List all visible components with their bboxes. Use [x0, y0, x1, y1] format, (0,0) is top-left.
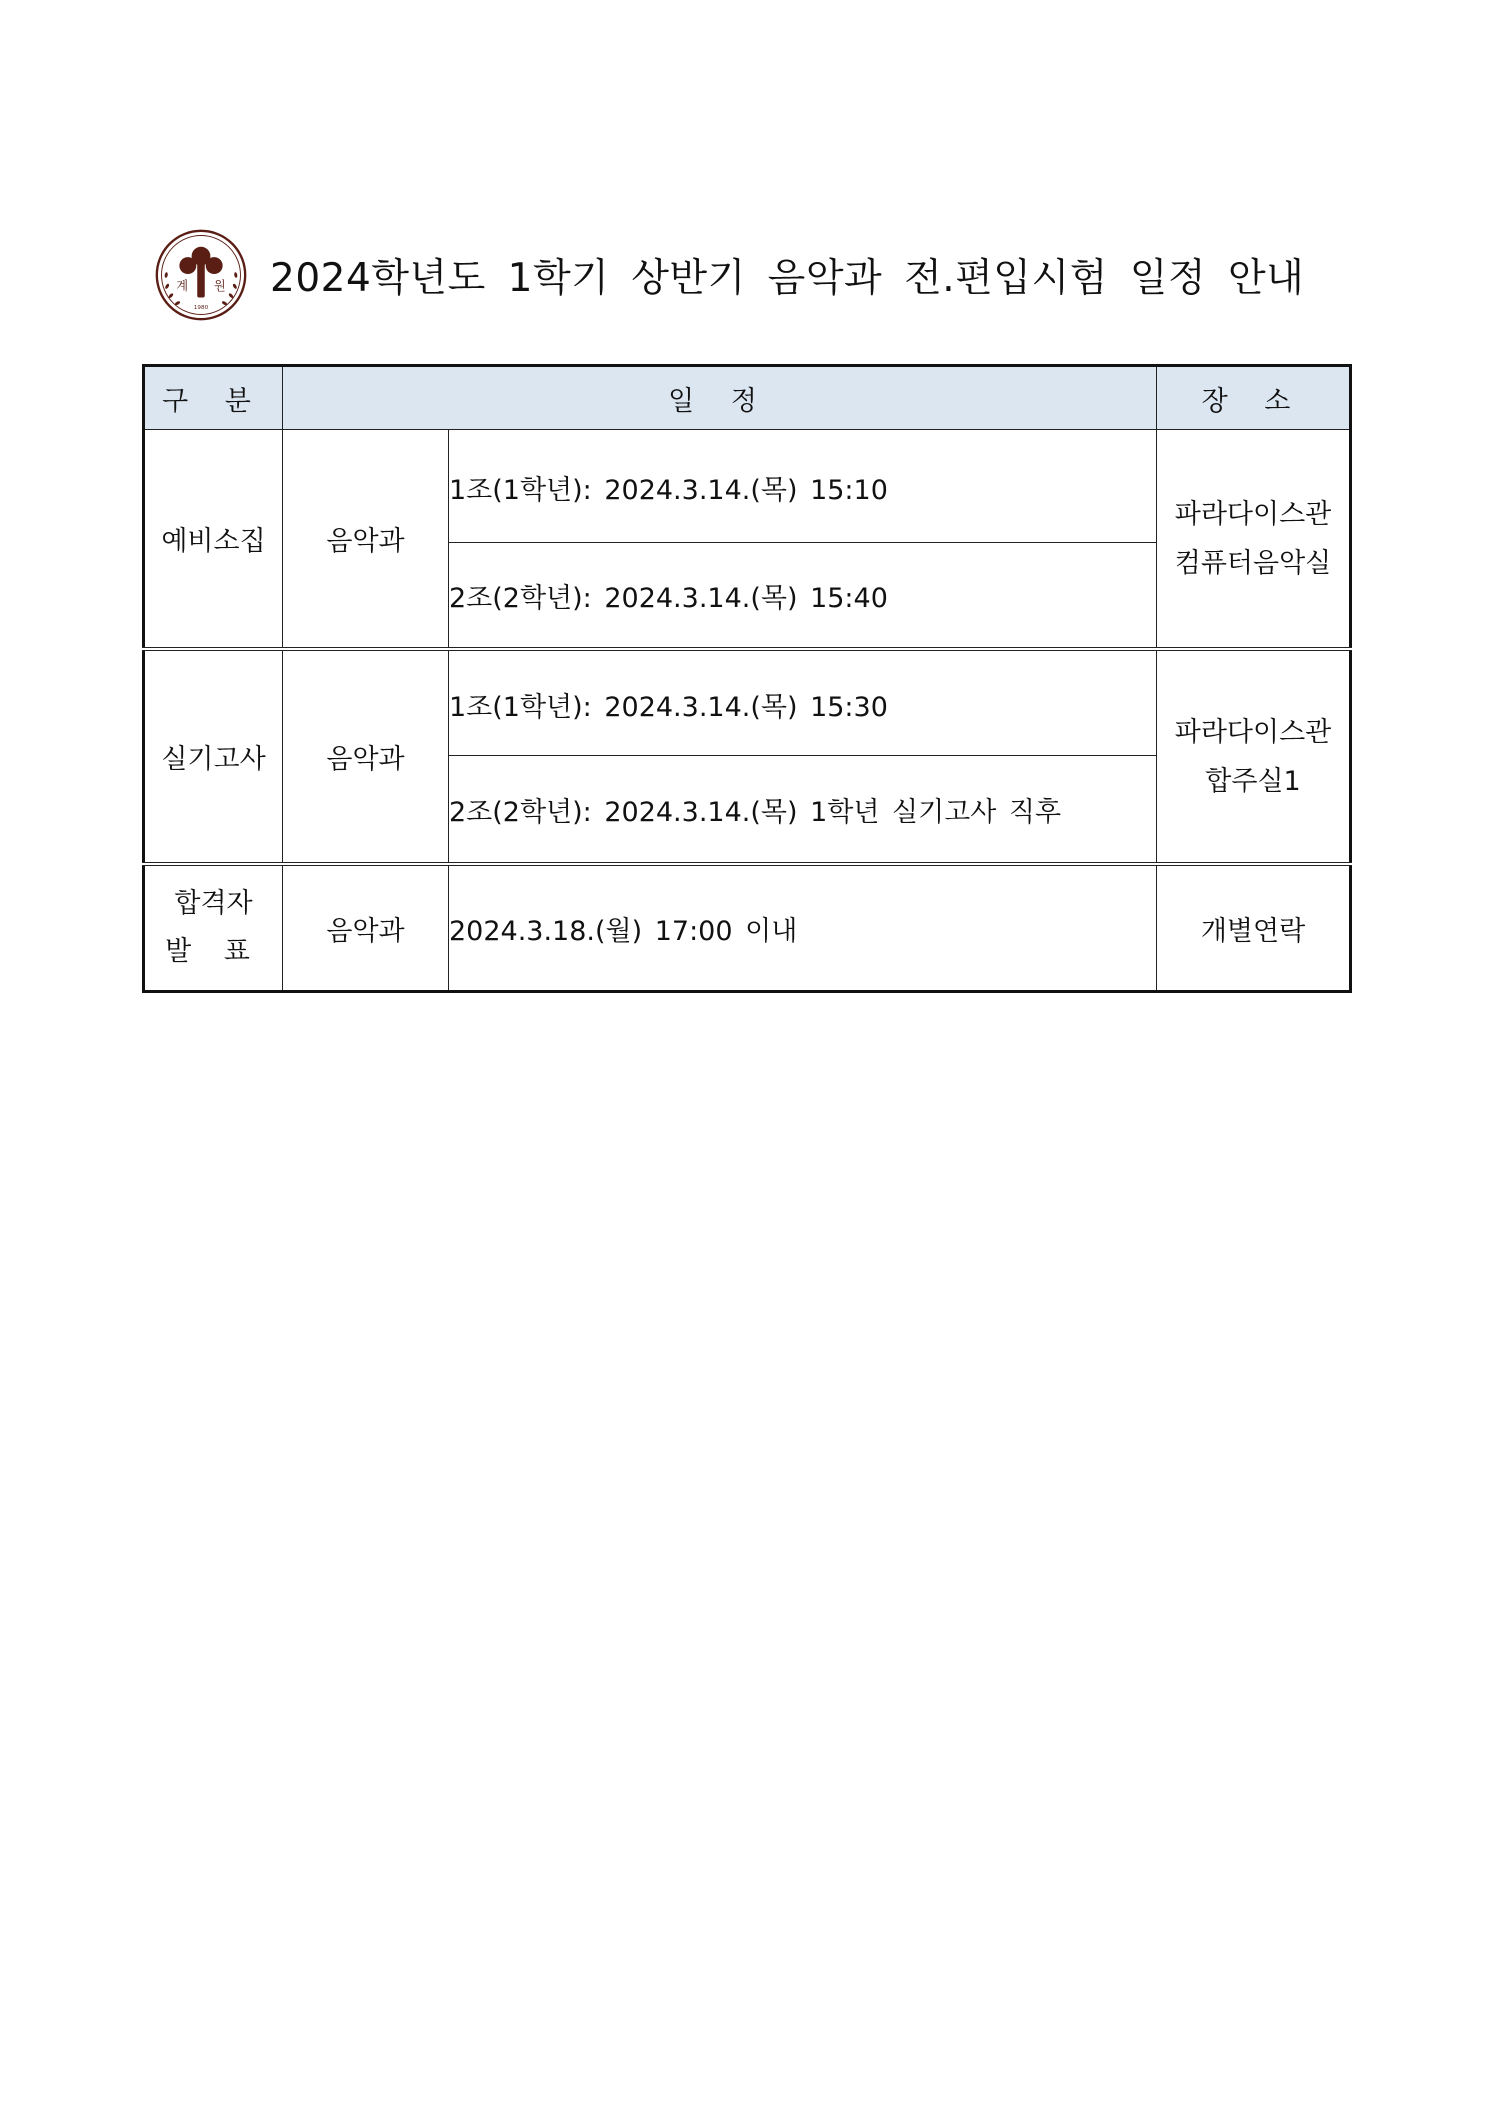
emblem-right-letter: 원: [213, 279, 226, 294]
document-header: [154, 228, 1304, 322]
emblem-left-letter: 계: [176, 279, 189, 294]
place-cell: 개별연락: [1157, 864, 1351, 992]
schedule-slot: 2조(2학년): 2024.3.14.(목) 1학년 실기고사 직후: [449, 756, 1157, 865]
schedule-slot: 1조(1학년): 2024.3.14.(목) 15:10: [449, 430, 1157, 543]
table-row: [144, 430, 1351, 543]
department-cell: 음악과: [283, 864, 449, 992]
department-cell: 음악과: [283, 649, 449, 864]
place-line-2: 컴퓨터음악실: [1174, 547, 1332, 579]
category-cell: [144, 864, 283, 992]
department-cell: 음악과: [283, 430, 449, 650]
table-header-row: [144, 366, 1351, 430]
category-cell: 실기고사: [144, 649, 283, 864]
place-line-2: 합주실1: [1205, 765, 1301, 797]
category-cell: 예비소집: [144, 430, 283, 650]
place-cell: [1157, 430, 1351, 650]
category-line-2: 발 표: [165, 936, 262, 967]
table-row: [144, 864, 1351, 992]
header-schedule: 일 정: [283, 366, 1157, 430]
table-row: [144, 649, 1351, 756]
category-line-1: 합격자: [174, 888, 253, 919]
header-category: 구 분: [144, 366, 283, 430]
exam-schedule-table: [142, 364, 1352, 993]
university-emblem-icon: [154, 228, 248, 322]
schedule-slot: 2024.3.18.(월) 17:00 이내: [449, 864, 1157, 992]
emblem-year: 1980: [193, 304, 209, 311]
header-place: 장 소: [1157, 366, 1351, 430]
schedule-slot: 1조(1학년): 2024.3.14.(목) 15:30: [449, 649, 1157, 756]
schedule-slot: 2조(2학년): 2024.3.14.(목) 15:40: [449, 543, 1157, 650]
place-line-1: 파라다이스관: [1174, 498, 1332, 530]
place-cell: [1157, 649, 1351, 864]
page-title: 2024학년도 1학기 상반기 음악과 전.편입시험 일정 안내: [270, 256, 1305, 301]
place-line-1: 파라다이스관: [1174, 716, 1332, 748]
